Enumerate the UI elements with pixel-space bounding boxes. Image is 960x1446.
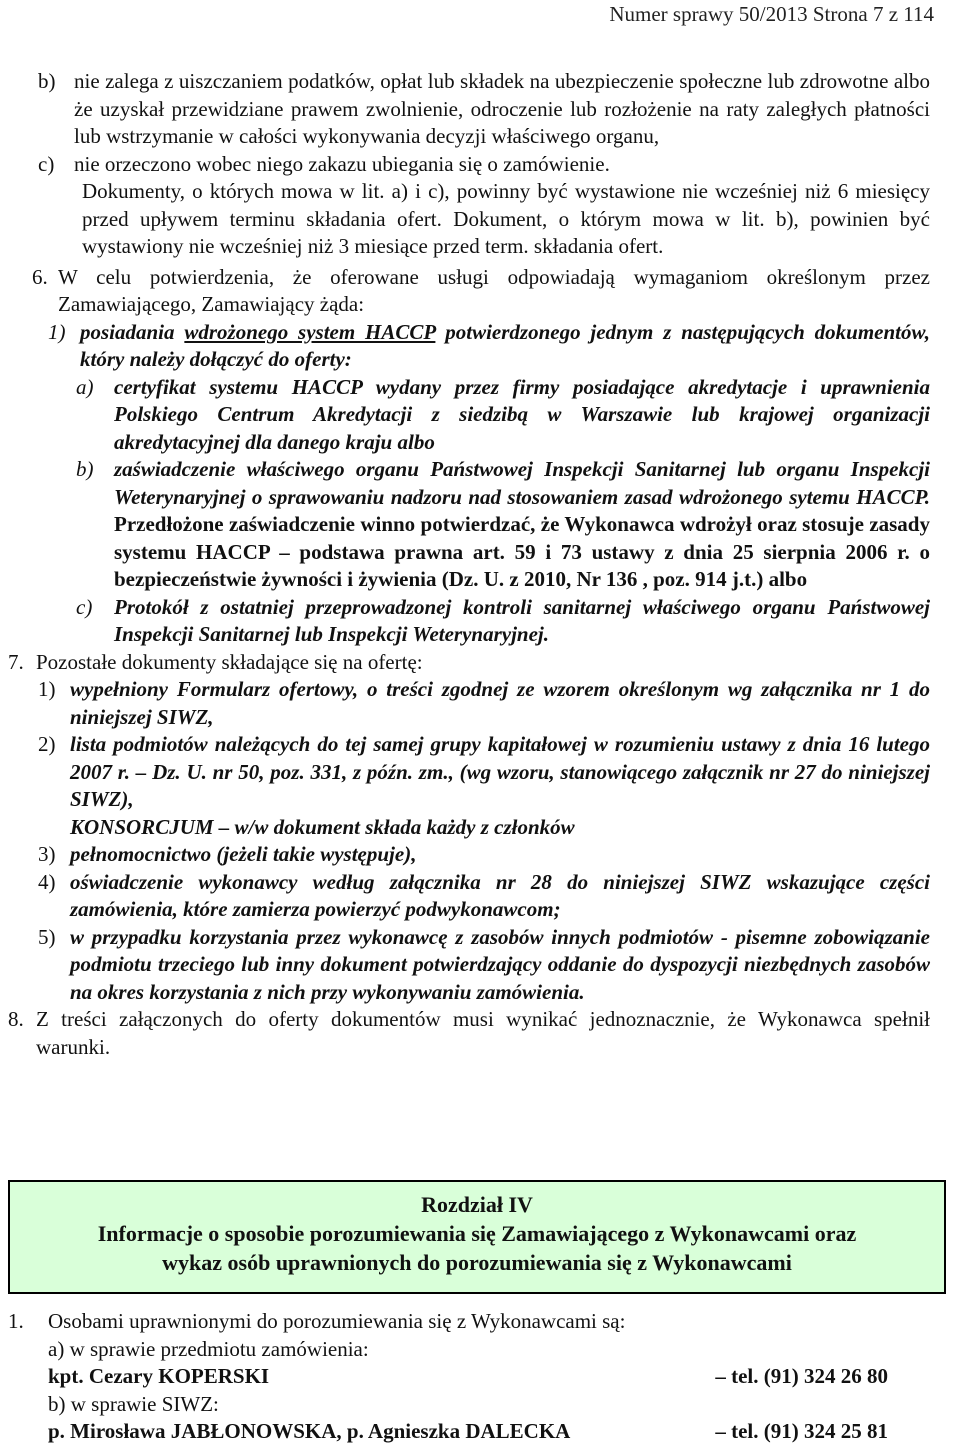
point-6-c [76,594,930,649]
sub-text: Protokół z ostatniej przeprowadzonej kontroli sanitarnej właściwego organu Państwowej Inspekcji Sanitarnej lub Inspekcji Weterynaryjnej. [114,594,930,646]
sub-label: b) [76,457,94,481]
point-7-item-1 [38,676,930,731]
sub-label: 2) [38,732,56,756]
item-b [38,68,930,151]
sub-text: oświadczenie wykonawcy według załącznika nr 28 do niniejszej SIWZ wskazujące części zamówienia, które zamierza powierzyć podwykonawcom; [70,869,930,921]
sub-text: wypełniony Formularz ofertowy, o treści zgodnej ze wzorem określonym wg załącznika nr 1 do niniejszej SIWZ, [70,677,930,729]
point-text: Pozostałe dokumenty składające się na ofertę: [36,649,423,674]
subject-heading: a) w sprawie przedmiotu zamówienia: [48,1336,369,1361]
sub1-post: potwierdzonego jednym z następujących dokumentów, który należy dołączyć do oferty: [80,319,930,371]
chapter-box [8,1180,946,1294]
point-text: Z treści załączonych do oferty dokumentów musi wynikać jednoznacznie, że Wykonawca spełnił warunki. [36,1007,930,1059]
b-text-bold: Przedłożone zaświadczenie winno potwierdzać, że Wykonawca wdrożył oraz stosuje zasady systemu HACCP – podstawa prawna art. 59 i 73 ustawy z dnia 25 sierpnia 2006 r. o bezpieczeństwie żywności i żywienia (Dz. U. z 2010, Nr 136 , poz. 914 j.t.) albo [114,512,930,591]
point-6 [32,264,930,319]
point-label: 7. [8,649,24,674]
sub-text [70,731,930,841]
item-c [38,151,930,179]
sub-text: w przypadku korzystania przez wykonawcę z zasobów innych podmiotów - pisemne zobowiązanie podmiotu trzeciego lub inny dokument potwierdzający oddanie do dyspozycji niezbędnych zasobów na okres korzystania z nich przy wykonywaniu zamówienia. [70,924,930,1004]
contact-2-tel: – tel. (91) 324 25 81 [715,1419,888,1443]
chapter-line-1: Informacje o sposobie porozumiewania się Zamawiającego z Wykonawcami oraz [97,1221,857,1246]
point-7-item-3 [38,841,930,869]
point-label: 1. [8,1309,24,1333]
item-2-text: lista podmiotów należących do tej samej grupy kapitałowej w rozumieniu ustawy z dnia 16 lutego 2007 r. – Dz. U. nr 50, poz. 331, z późn. zm., (wg wzoru, stanowiącego załącznik nr 27 do niniejszej SIWZ), [70,732,930,811]
point-label: 8. [8,1007,24,1031]
sub-label: 5) [38,924,56,949]
documents-note: Dokumenty, o których mowa w lit. a) i c), powinny być wystawione nie wcześniej niż 6 miesięcy przed upływem terminu składania ofert. Dokument, o którym mowa w lit. b), powinien być wystawiony nie wcześniej niż 3 miesiące przed term. składania ofert. [82,179,930,258]
contacts-list [8,1336,908,1446]
point-8 [8,1006,930,1061]
sub-label: 1) [38,677,56,701]
point-7-item-4 [38,869,930,924]
b-text-italic: zaświadczenie właściwego organu Państwowej Inspekcji Sanitarnej lub organu Inspekcji Weterynaryjnej o sprawowaniu nadzoru nad stosowaniem zasad wdrożonego sytemu HACCP. [114,457,930,509]
page-header: Numer sprawy 50/2013 Strona 7 z 114 [609,2,934,26]
chapter-title: Rozdział IV [421,1192,533,1217]
sub-text [114,456,930,594]
sub-text: pełnomocnictwo (jeżeli takie występuje), [70,842,417,866]
contact-1-name: kpt. Cezary KOPERSKI [48,1364,270,1388]
point-6-b [76,456,930,594]
contacts-intro [8,1308,908,1336]
point-label: 6. [32,264,48,289]
contact-2-name: p. Mirosława JABŁONOWSKA, p. Agnieszka DALECKA [48,1419,571,1443]
sub-text [80,319,930,374]
contact-1-tel: – tel. (91) 324 26 80 [715,1364,888,1388]
document-body [8,68,930,1061]
contact-1 [48,1363,888,1391]
point-text: W celu potwierdzenia, że oferowane usługi odpowiadają wymaganiom określonym przez Zamawiającego, Zamawiający żąda: [58,264,930,316]
point-6-sub1 [48,319,930,374]
point-7 [8,649,930,677]
item-text: nie orzeczono wobec niego zakazu ubiegania się o zamówienie. [74,151,610,176]
point-6-a [76,374,930,457]
point-7-item-2 [38,731,930,841]
point-text: Osobami uprawnionymi do porozumiewania się z Wykonawcami są: [48,1309,626,1333]
item-text: nie zalega z uiszczaniem podatków, opłat lub składek na ubezpieczenie społeczne lub zdrowotne albo że uzyskał przewidziane prawem zwolnienie, odroczenie lub rozłożenie na raty zaległych płatności lub wstrzymanie w całości wykonywania decyzji właściwego organu, [74,69,930,148]
sub-label: c) [76,594,93,619]
sub-label: 1) [48,319,66,344]
item-label: b) [38,69,56,93]
contact-2 [48,1418,888,1446]
haccp-underlined: wdrożonego system HACCP [184,319,436,344]
chapter-line-2: wykaz osób uprawnionych do porozumiewania się z Wykonawcami [162,1250,792,1275]
siwz-heading: b) w sprawie SIWZ: [48,1391,219,1416]
sub1-pre: posiadania [80,319,175,344]
sub-label: 4) [38,869,56,894]
contacts-section [8,1308,908,1446]
point-7-item-5 [38,924,930,1007]
item-label: c) [38,151,55,176]
sub-label: a) [76,374,94,399]
sub-text: certyfikat systemu HACCP wydany przez firmy posiadające akredytacje i uprawnienia Polskiego Centrum Akredytacji z siedzibą w Warszawie lub krajowej organizacji akredytacyjnej dla danego kraju albo [114,374,930,454]
sub-label: 3) [38,842,56,866]
konsorcjum-note: KONSORCJUM – w/w dokument składa każdy z członków [70,814,575,839]
